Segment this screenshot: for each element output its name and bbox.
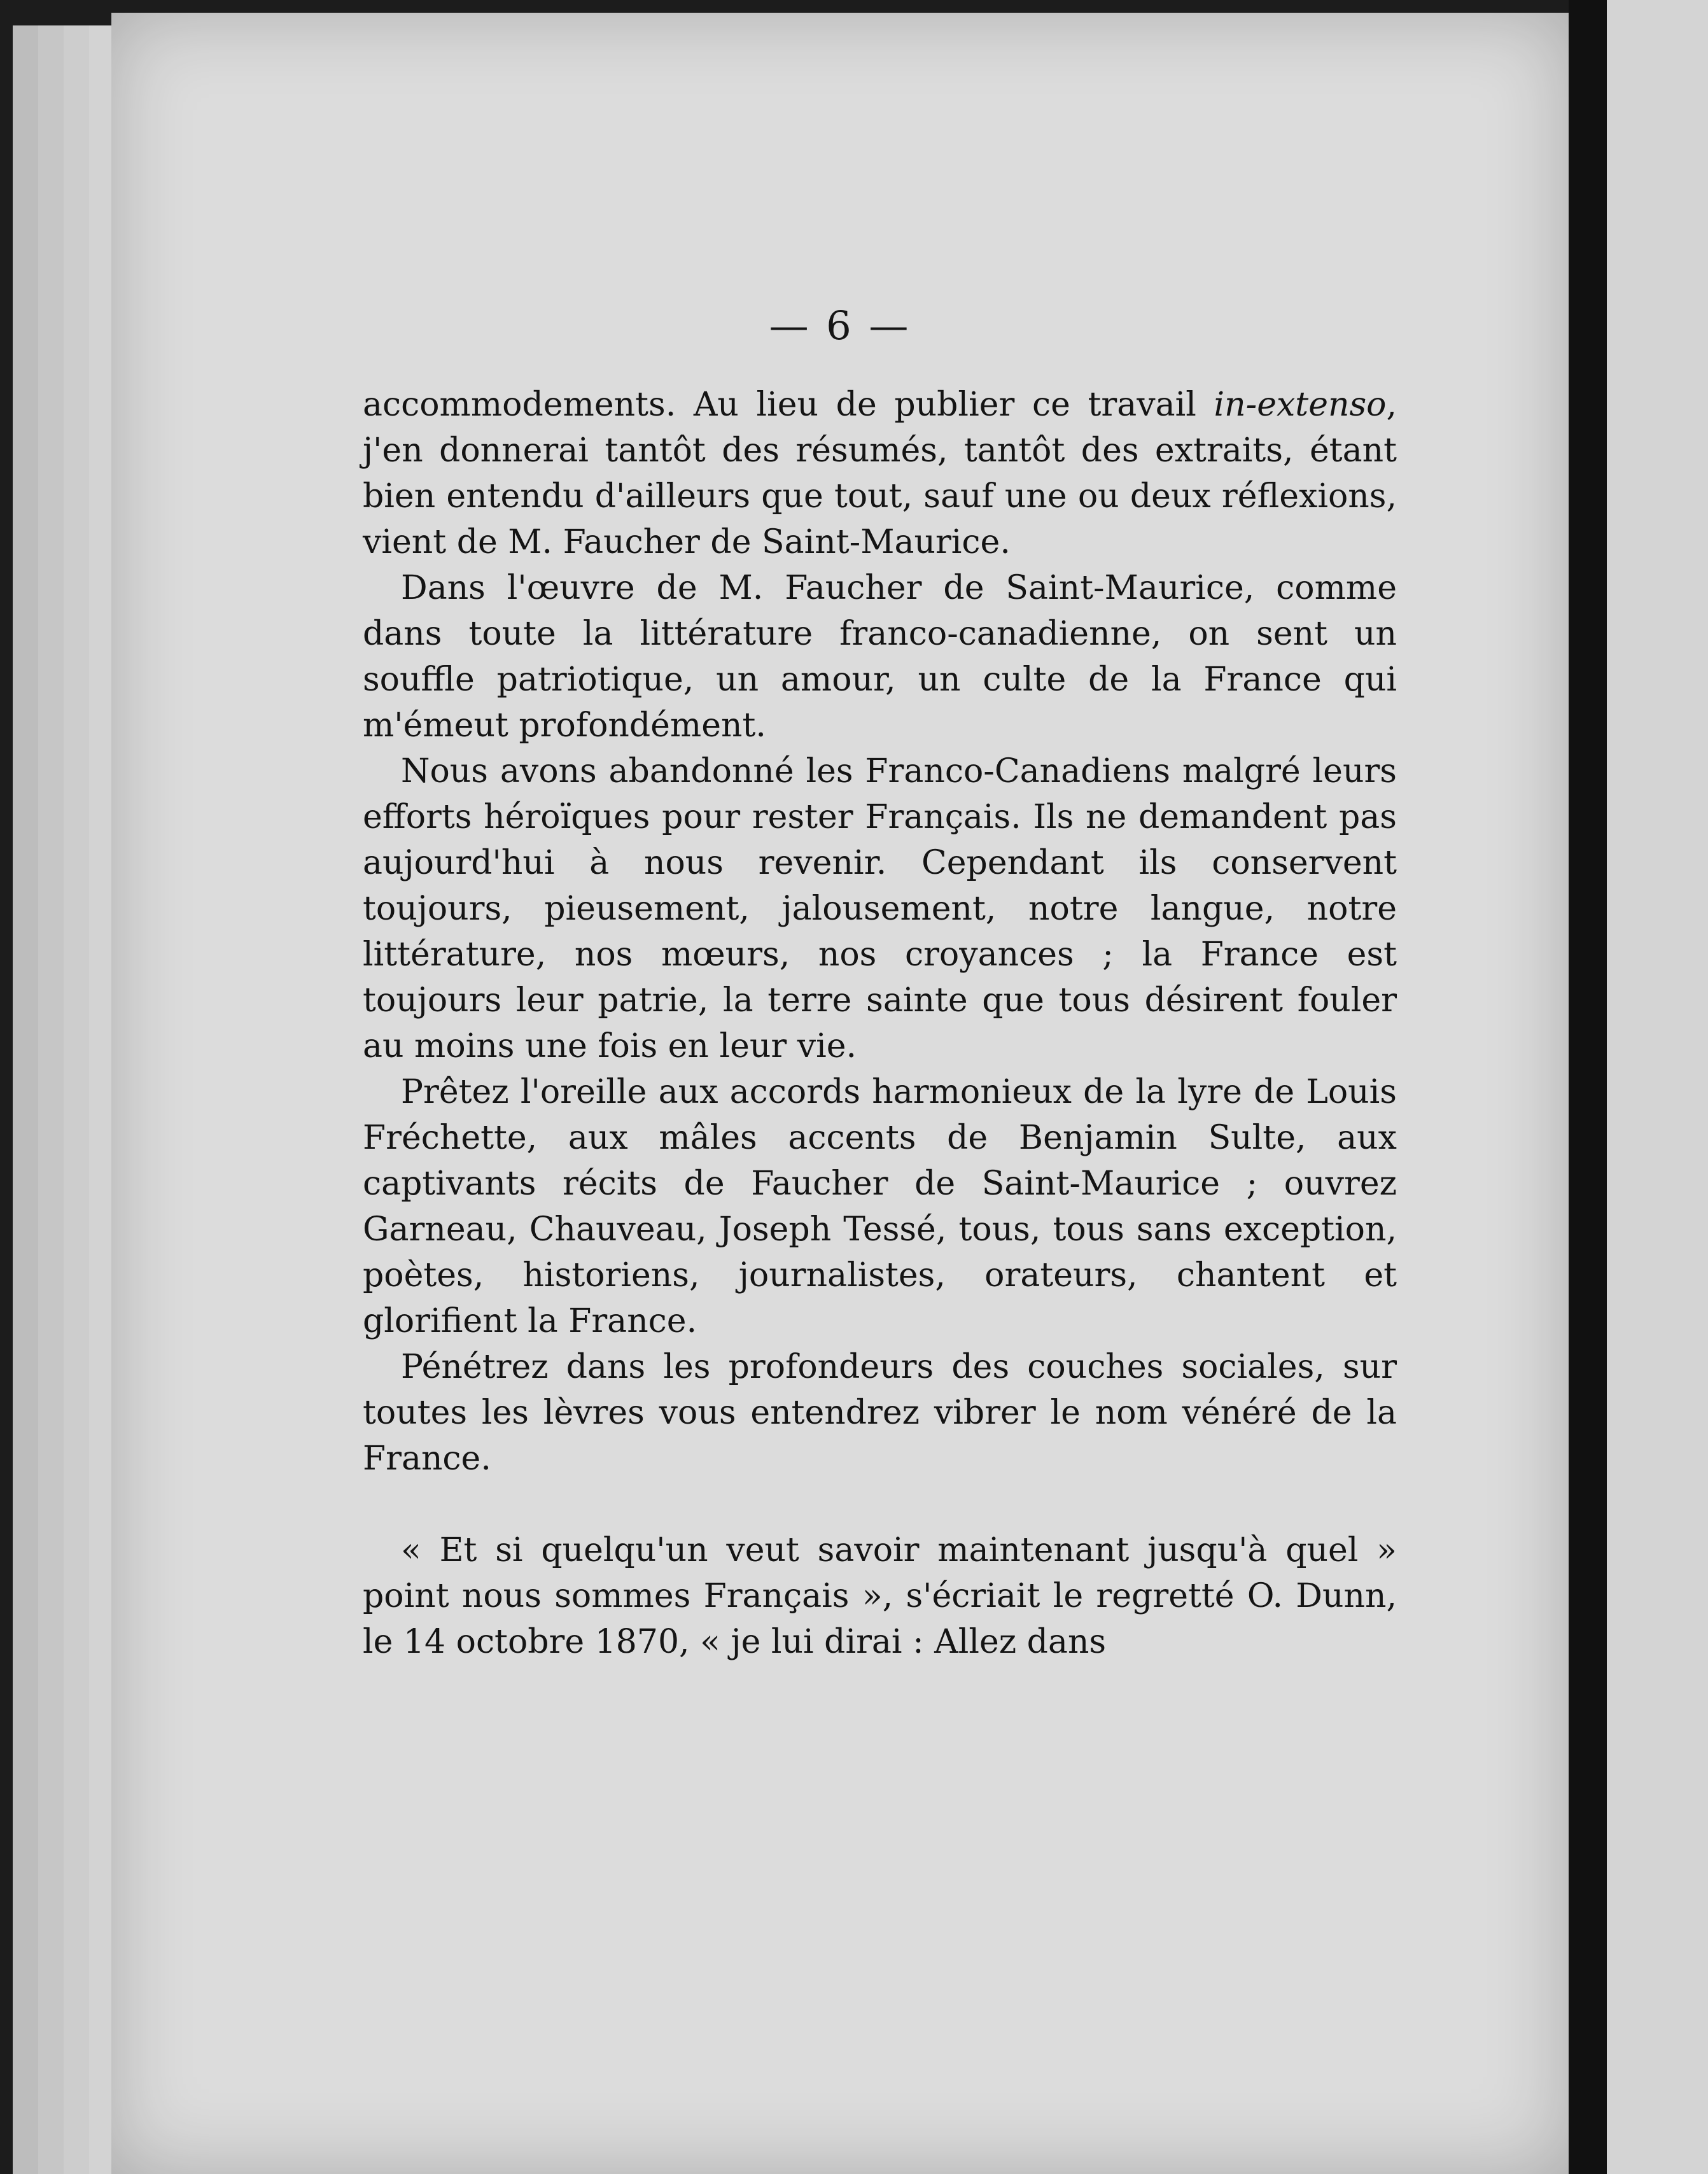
paragraph: Dans l'œuvre de M. Faucher de Saint-Maurice, comme dans toute la littérature franco-canadienne, on sent un souffle patriotique, un amour, un culte de la France qui m'émeut profondément.	[363, 569, 1397, 745]
italic-term: in-extenso	[1214, 386, 1387, 424]
quotation-paragraph: « Et si quelqu'un veut savoir maintenant jusqu'à quel » point nous sommes Français », s'écriait le regretté O. Dunn, le 14 octobre 1870, « je lui dirai : Allez dans	[363, 1531, 1397, 1661]
paragraph-text: , j'en donnerai tantôt des résumés, tantôt des extraits, étant bien entendu d'ailleurs que tout, sauf une ou deux réflexions, vient de M. Faucher de Saint-Maurice.	[363, 386, 1397, 561]
body-text	[363, 382, 1397, 1665]
paragraph: Prêtez l'oreille aux accords harmonieux de la lyre de Louis Fréchette, aux mâles accents de Benjamin Sulte, aux captivants récits de Faucher de Saint-Maurice ; ouvrez Garneau, Chauveau, Joseph Tessé, tous, tous sans exception, poètes, historiens, journalistes, orateurs, chantent et glorifient la France.	[363, 1073, 1397, 1340]
facing-page-edge	[1607, 0, 1708, 2174]
paragraph-continuation	[363, 382, 1397, 565]
paragraph: Nous avons abandonné les Franco-Canadiens malgré leurs efforts héroïques pour rester Français. Ils ne demandent pas aujourd'hui à nous revenir. Cependant ils conservent toujours, pieusement, jalousement, notre langue, notre littérature, nos mœurs, nos croyances ; la France est toujours leur patrie, la terre sainte que tous désirent fouler au moins une fois en leur vie.	[363, 752, 1397, 1065]
book-spine	[1569, 0, 1607, 2174]
paragraph-text: accommodements. Au lieu de publier ce travail	[363, 386, 1214, 424]
page-number: — 6 —	[769, 302, 911, 349]
paragraph: Pénétrez dans les profondeurs des couches sociales, sur toutes les lèvres vous entendrez vibrer le nom vénéré de la France.	[363, 1348, 1397, 1478]
